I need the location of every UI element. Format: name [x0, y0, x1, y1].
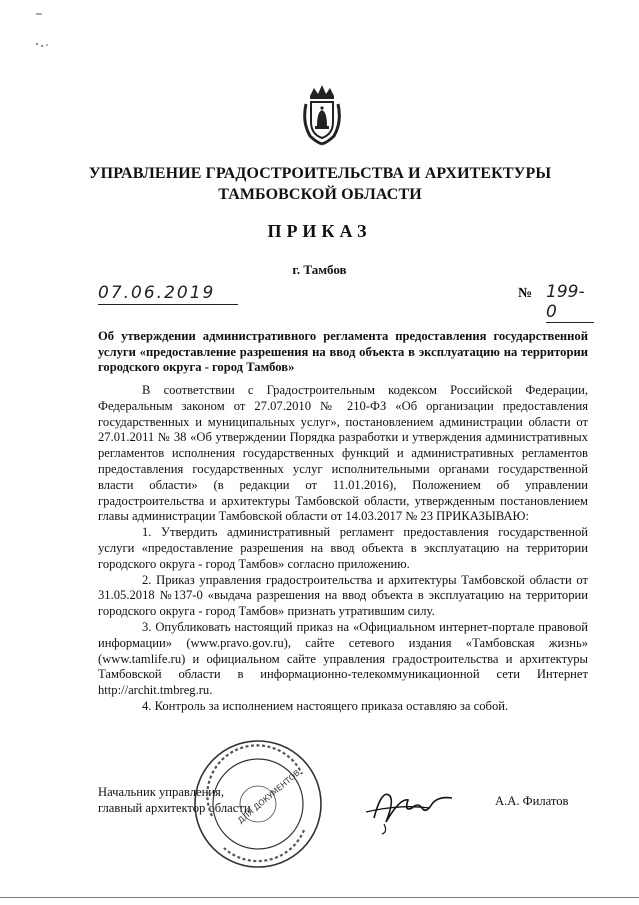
- stamp-text: ДЛЯ ДОКУМЕНТОВ: [236, 768, 302, 826]
- signatory-position-line1: Начальник управления,: [98, 785, 224, 799]
- handwritten-date: 07.06.2019: [98, 283, 238, 305]
- signatory-name: А.А. Филатов: [495, 794, 569, 808]
- handwritten-signature-icon: [360, 778, 460, 836]
- list-item-1: 1. Утвердить административный регламент предоставления государственной услуги «предоставление разрешения на ввод объекта в эксплуатацию на территории городского округа - город Тамбов» согласно приложению.: [98, 525, 588, 571]
- number-label: №: [518, 286, 533, 301]
- official-round-stamp-icon: [192, 738, 324, 870]
- page-bottom-edge: [0, 897, 639, 898]
- preamble-paragraph: В соответствии с Градостроительным кодексом Российской Федерации, Федеральным законом от 27.07.2010 № 210-ФЗ «Об организации предоставления государственных и муниципальных услуг», постановлением администрации области от 27.01.2011 № 38 «Об утверждении Порядка разработки и утверждения административных регламентов исполнения государственных функций и административных регламентов предоставления государственных услуг исполнительными органами государственной власти области» (в редакции от 11.01.2016), Положением об управлении градостроительства и архитектуры Тамбовской области, утвержденным постановлением главы администрации Тамбовской области от 14.03.2017 № 23 ПРИКАЗЫВАЮ:: [98, 383, 588, 524]
- handwritten-number: 199-0: [546, 282, 594, 323]
- organization-name-text: УПРАВЛЕНИЕ ГРАДОСТРОИТЕЛЬСТВА И АРХИТЕКТУРЫ ТАМБОВСКОЙ ОБЛАСТИ: [88, 165, 552, 203]
- document-body: [98, 383, 588, 715]
- list-item-4: 4. Контроль за исполнением настоящего приказа оставляю за собой.: [142, 698, 509, 713]
- document-type: ПРИКАЗ: [267, 221, 372, 241]
- document-subject: Об утверждении административного регламента предоставления государственной услуги «предоставление разрешения на ввод объекта в эксплуатацию на территории городского округа - город Тамбов»: [98, 329, 588, 374]
- organization-name: [60, 163, 580, 205]
- signatory-position-line2: главный архитектор области: [98, 801, 251, 815]
- document-city: г. Тамбов: [292, 262, 347, 277]
- scan-artifact-icon: [28, 4, 54, 52]
- list-item-2: 2. Приказ управления градостроительства и архитектуры Тамбовской области от 31.05.2018 №137-0 «выдача разрешения на ввод объекта в эксплуатацию на территории городского округа - город Тамбов» признать утратившим силу.: [98, 572, 588, 619]
- tambov-oblast-coat-of-arms-icon: [300, 82, 344, 146]
- list-item-3: 3. Опубликовать настоящий приказ на «Официальном интернет-портале правовой информации» (www.pravo.gov.ru), сайте сетевого издания «Тамбовская жизнь» (www.tamlife.ru) и официальном сайте управления градостроительства и архитектуры Тамбовской области в информационно-телекоммуникационной сети Интернет http://archit.tmbreg.ru.: [98, 619, 588, 698]
